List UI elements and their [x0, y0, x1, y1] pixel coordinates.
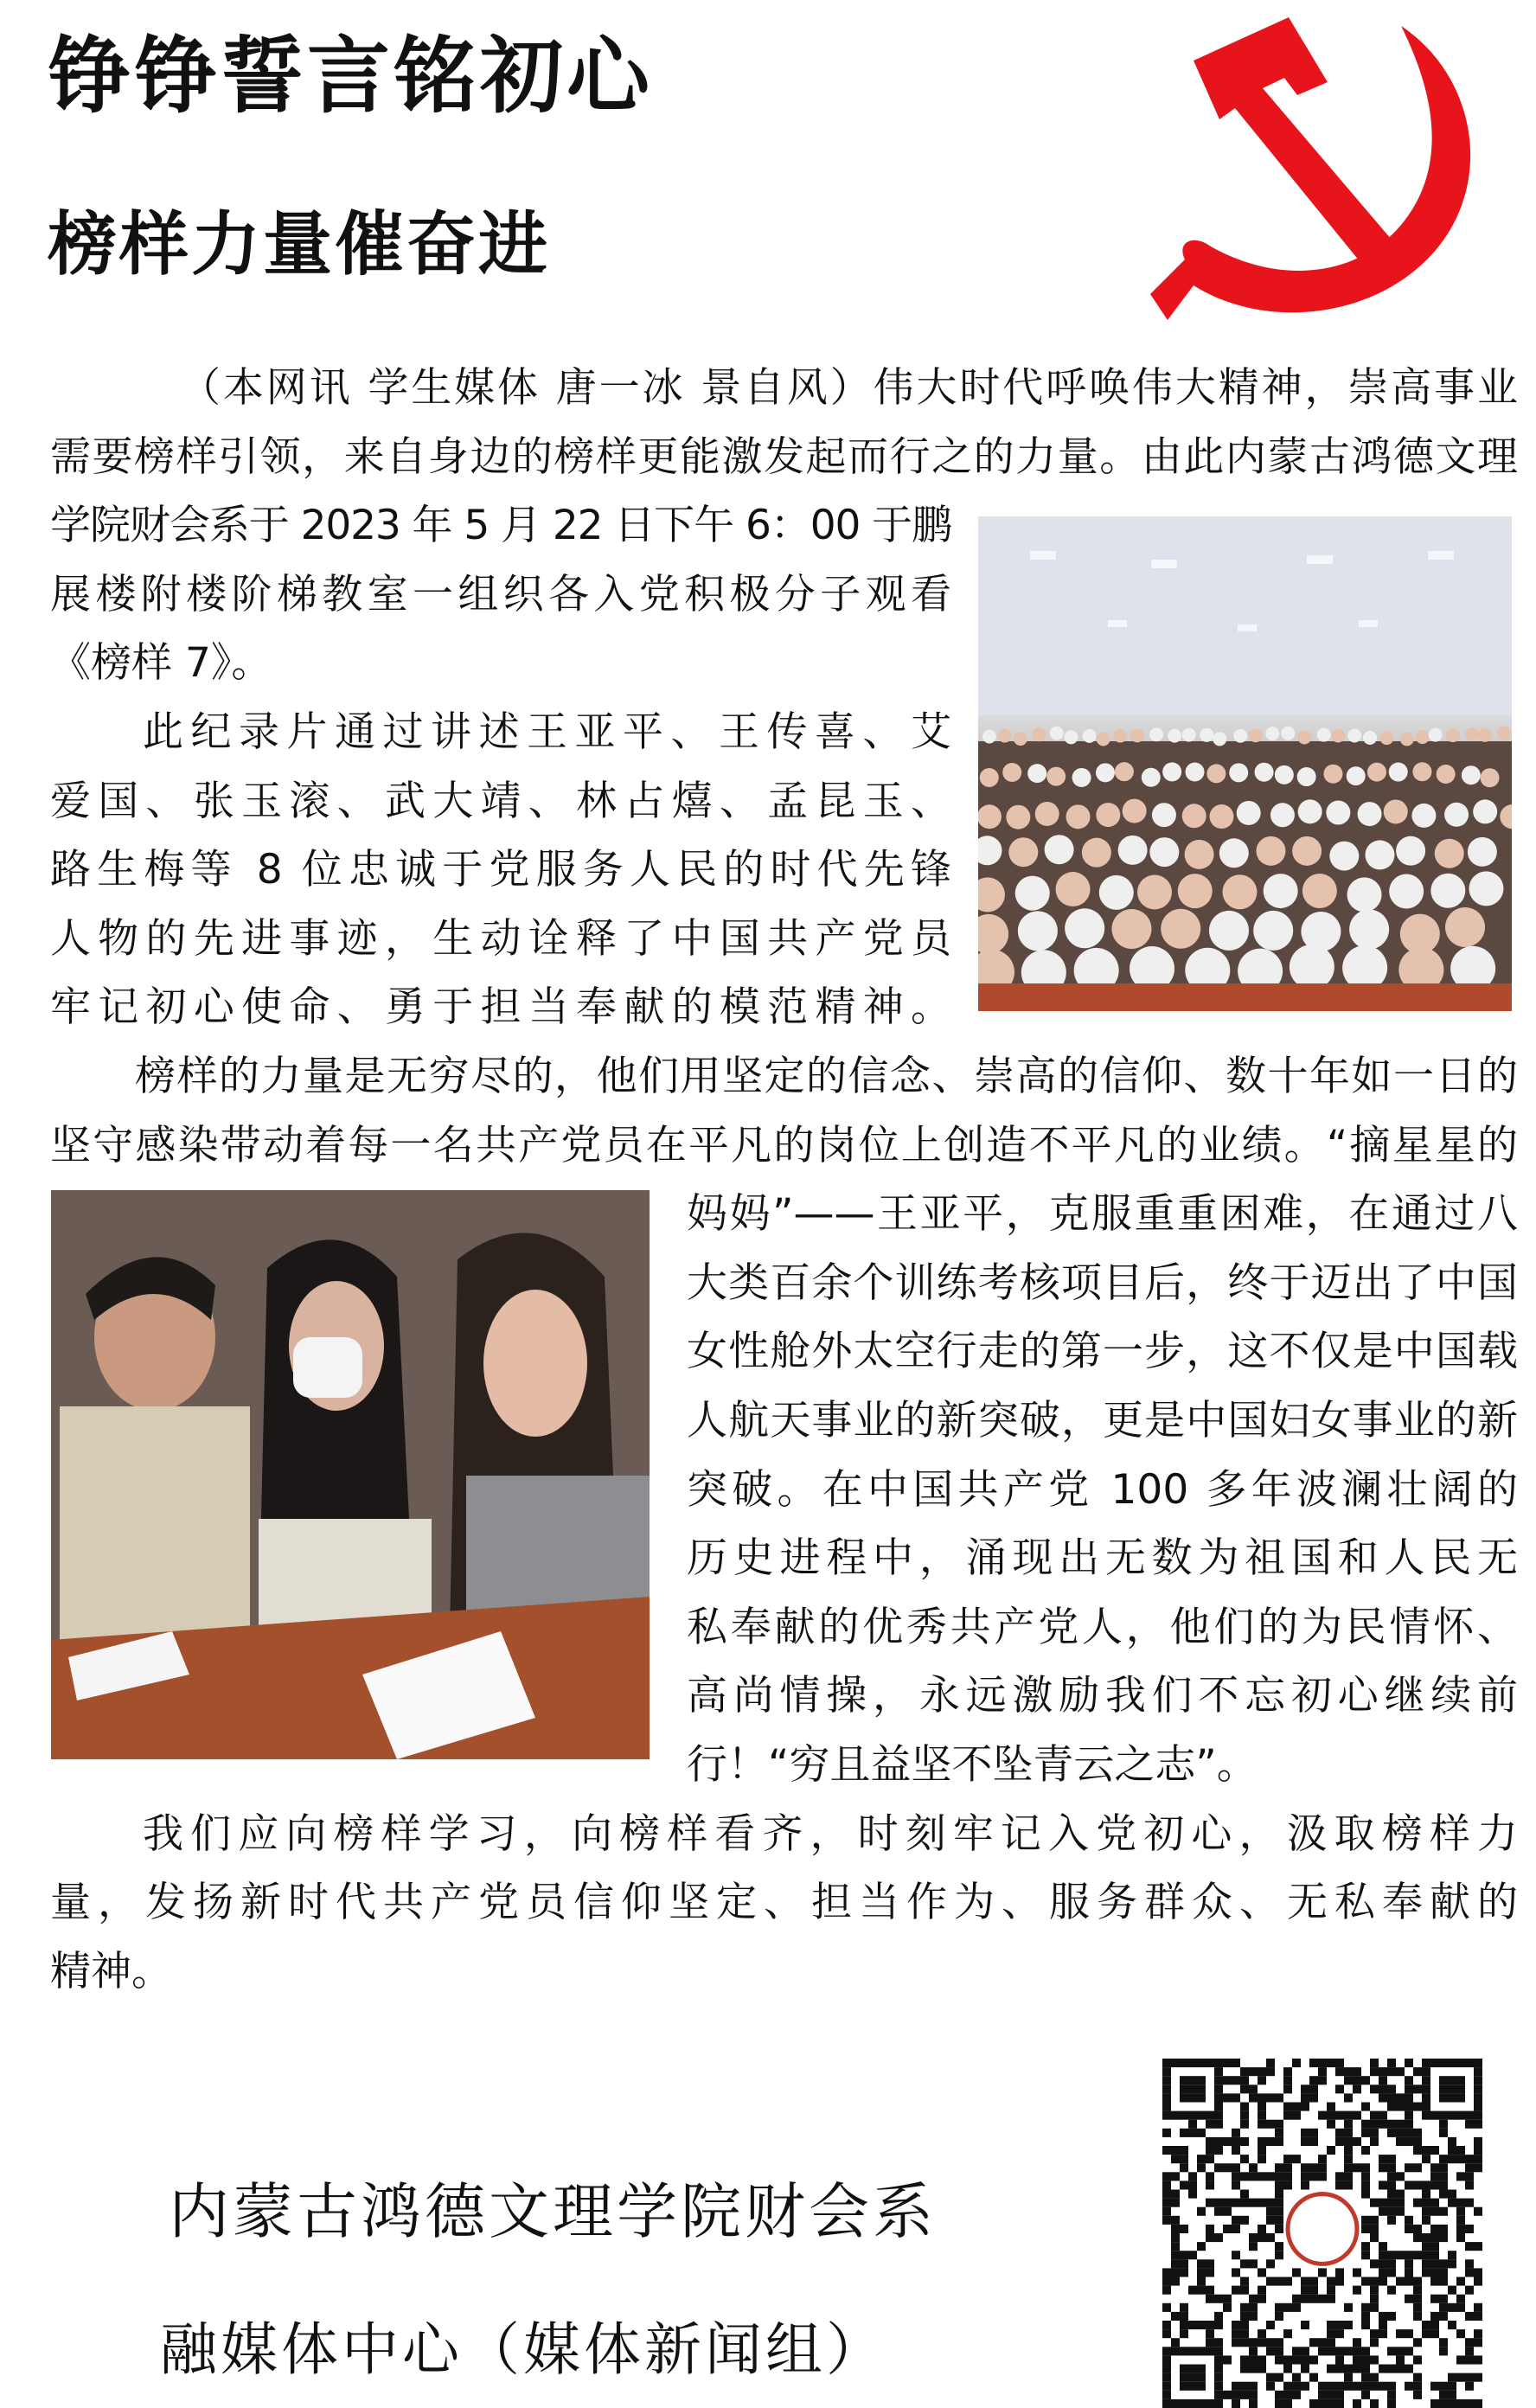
audience-head	[1185, 840, 1214, 869]
audience-head	[1065, 908, 1104, 948]
audience-head	[1209, 804, 1233, 829]
audience-head	[1430, 874, 1465, 908]
audience-head	[1083, 729, 1097, 743]
body-line: 突破。在中国共产党 100 多年波澜壮阔的	[687, 1465, 1518, 1514]
body-line: 榜样的力量是无穷尽的，他们用坚定的信念、崇高的信仰、数十年如一日的	[135, 1053, 1518, 1100]
audience-head	[1200, 728, 1213, 742]
audience-head	[1349, 909, 1389, 949]
audience-head	[1281, 727, 1295, 740]
audience-head	[1222, 874, 1257, 909]
audience-head	[1130, 728, 1144, 742]
body-line: 人航天事业的新突破，更是中国妇女事业的新	[687, 1397, 1518, 1444]
qr-logo-icon	[1288, 2194, 1357, 2264]
audience-head	[1213, 732, 1226, 746]
audience-head	[1237, 801, 1261, 825]
audience-head	[1331, 729, 1345, 743]
audience-head	[1323, 765, 1342, 784]
audience-head	[1429, 728, 1443, 742]
audience-head	[1032, 727, 1046, 741]
audience-head	[1265, 727, 1279, 740]
page-title: 铮铮誓言铭初心	[48, 28, 653, 125]
lecture-hall-photo	[978, 516, 1512, 1011]
audience-head	[1111, 909, 1151, 949]
audience-head	[1329, 842, 1359, 871]
audience-head	[1317, 728, 1331, 742]
body-line: 需要榜样引领，来自身边的榜样更能激发起而行之的力量。由此内蒙古鸿德文理	[50, 432, 1518, 481]
body-line: 高尚情操，永远激励我们不忘初心继续前	[687, 1672, 1518, 1720]
organization-name: 内蒙古鸿德文理学院财会系	[169, 2176, 937, 2247]
party-emblem-icon	[1142, 0, 1505, 337]
audience-head	[1050, 727, 1064, 740]
audience-head	[1367, 763, 1386, 782]
audience-head	[978, 804, 1002, 829]
audience-head	[1384, 799, 1408, 823]
audience-head	[1446, 728, 1460, 742]
audience-head	[1469, 871, 1503, 906]
audience-head	[1082, 838, 1111, 868]
audience-head	[1411, 804, 1436, 828]
audience-head	[1168, 729, 1181, 743]
audience-head	[1292, 836, 1322, 866]
audience-head	[1389, 763, 1408, 782]
body-line: 《榜样 7》。	[50, 639, 272, 688]
body-line: 牢记初心使命、勇于担当奉献的模范精神。	[50, 983, 951, 1032]
audience-head	[1219, 838, 1249, 868]
audience-head	[1066, 804, 1091, 829]
audience-head	[1326, 801, 1350, 825]
audience-head	[1115, 762, 1134, 781]
audience-head	[1096, 763, 1115, 782]
audience-head	[1015, 876, 1050, 911]
audience-head	[1178, 874, 1213, 908]
body-line: 妈妈”——王亚平，克服重重困难，在通过八	[687, 1190, 1518, 1239]
audience-head	[1302, 874, 1337, 908]
audience-head	[1162, 762, 1181, 781]
audience-head	[1186, 763, 1205, 782]
audience-head	[1481, 768, 1500, 787]
audience-head	[1014, 732, 1027, 746]
audience-head	[1297, 767, 1316, 786]
audience-head	[1389, 874, 1424, 909]
audience-head	[1253, 911, 1293, 951]
audience-head	[1290, 945, 1334, 989]
audience-head	[1002, 763, 1021, 782]
audience-head	[1437, 765, 1456, 784]
body-line: 路生梅等 8 位忠诚于党服务人民的时代先锋	[50, 846, 951, 894]
audience-head	[1497, 727, 1511, 740]
audience-head	[1035, 802, 1059, 826]
audience-head	[1347, 766, 1366, 785]
audience-head	[1462, 765, 1481, 785]
audience-head	[1347, 877, 1382, 912]
audience-head	[1097, 733, 1110, 746]
audience-head	[1416, 730, 1430, 744]
audience-head	[1363, 731, 1377, 745]
audience-head	[1123, 799, 1147, 823]
audience-head	[1233, 729, 1247, 743]
audience-head	[1161, 909, 1200, 949]
body-line: 女性舱外太空行走的第一步，这不仅是中国载	[687, 1328, 1518, 1376]
audience-head	[1137, 874, 1172, 909]
audience-head	[1365, 840, 1394, 869]
audience-head	[1412, 762, 1431, 781]
audience-head	[1149, 837, 1179, 867]
audience-head	[1396, 836, 1425, 866]
audience-head	[1379, 731, 1393, 745]
audience-head	[998, 729, 1012, 743]
body-line: 展楼附楼阶梯教室一组织各入党积极分子观看	[50, 570, 951, 618]
audience-head	[1118, 836, 1148, 865]
students-photo	[51, 1190, 650, 1759]
body-line: （本网讯 学生媒体 唐一冰 景自风）伟大时代呼唤伟大精神，崇高事业	[180, 364, 1518, 412]
audience-head	[1465, 727, 1479, 741]
audience-head	[1347, 729, 1361, 743]
audience-head	[1096, 803, 1120, 827]
audience-head	[1358, 802, 1382, 826]
audience-head	[1206, 764, 1226, 783]
audience-head	[1468, 837, 1497, 867]
audience-head	[1182, 804, 1206, 828]
body-line: 行！“穷且益坚不坠青云之志”。	[687, 1741, 1258, 1789]
audience-head	[1142, 768, 1161, 787]
body-line: 我们应向榜样学习，向榜样看齐，时刻牢记入党初心，汲取榜样力	[143, 1809, 1518, 1858]
audience-head	[1256, 836, 1285, 866]
audience-head	[1400, 732, 1414, 746]
audience-head	[1444, 803, 1469, 827]
body-line: 精神。	[50, 1947, 172, 1995]
body-line: 历史进程中，涌现出无数为祖国和人民无	[687, 1534, 1518, 1583]
body-line: 量，发扬新时代共产党员信仰坚定、担当作为、服务群众、无私奉献的	[50, 1879, 1518, 1927]
audience-head	[1249, 728, 1263, 742]
body-line: 爱国、张玉滚、武大靖、林占熺、孟昆玉、	[50, 777, 951, 825]
audience-head	[1478, 728, 1492, 742]
audience-head	[1018, 911, 1058, 951]
audience-head	[1275, 765, 1294, 785]
audience-head	[1113, 729, 1127, 743]
audience-head	[982, 729, 996, 743]
qr-code	[1162, 2059, 1482, 2408]
media-center-name: 融媒体中心（媒体新闻组）	[160, 2316, 886, 2383]
audience-head	[1270, 803, 1295, 827]
audience-head	[1445, 907, 1485, 947]
body-line: 人物的先进事迹，生动诠释了中国共产党员	[50, 914, 951, 963]
body-line: 学院财会系于 2023 年 5 月 22 日下午 6：00 于鹏	[50, 502, 951, 550]
audience-head	[1209, 911, 1249, 951]
audience-head	[1008, 837, 1038, 867]
audience-head	[1064, 730, 1078, 744]
audience-head	[1056, 872, 1091, 906]
audience-head	[1099, 875, 1134, 910]
audience-head	[1297, 730, 1311, 744]
audience-head	[1264, 874, 1298, 908]
audience-head	[1027, 764, 1046, 783]
body-line: 此纪录片通过讲述王亚平、王传喜、艾	[143, 708, 951, 756]
audience-head	[1182, 728, 1196, 742]
audience-head	[1149, 727, 1163, 741]
audience-head	[1072, 768, 1091, 787]
audience-head	[1298, 799, 1322, 823]
audience-head	[1255, 763, 1274, 782]
audience-head	[1046, 767, 1066, 786]
audience-head	[1229, 763, 1248, 782]
audience-head	[1473, 799, 1497, 823]
page-subtitle: 榜样力量催奋进	[48, 204, 550, 285]
body-line: 私奉献的优秀共产党人，他们的为民情怀、	[687, 1603, 1518, 1651]
audience-head	[1006, 805, 1030, 829]
audience-head	[1435, 839, 1464, 868]
audience-head	[1045, 835, 1074, 864]
body-line: 大类百余个训练考核项目后，终于迈出了中国	[687, 1258, 1518, 1307]
audience-head	[1152, 803, 1176, 827]
audience-head	[980, 768, 999, 787]
body-line: 坚守感染带动着每一名共产党员在平凡的岗位上创造不平凡的业绩。“摘星星的	[50, 1121, 1518, 1169]
